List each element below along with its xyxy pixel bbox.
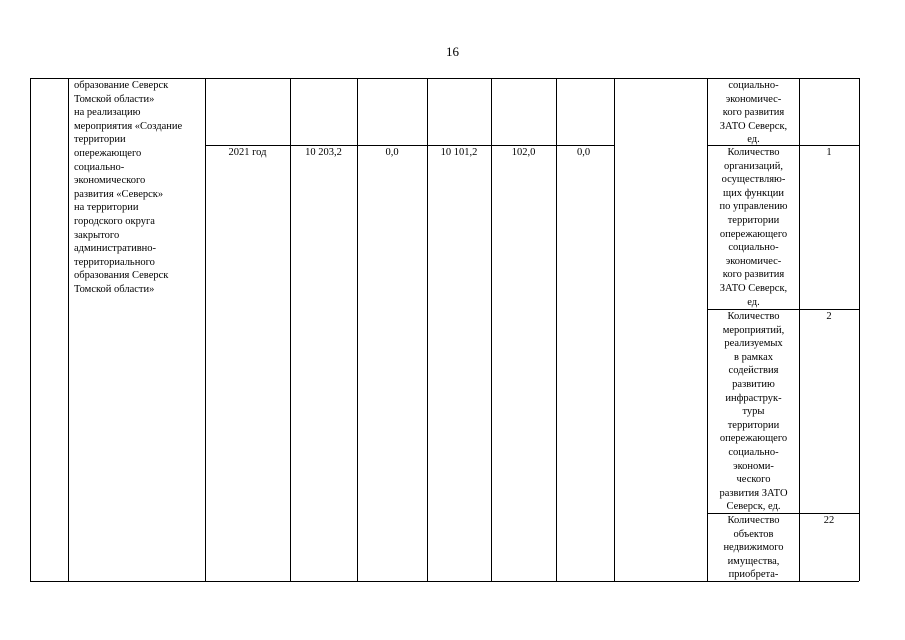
column-divider: [614, 78, 615, 581]
column-divider: [68, 78, 69, 581]
year-cell: 2021 год: [228, 147, 267, 158]
table-border-left: [30, 78, 31, 581]
total-cell: 10 203,2: [305, 147, 342, 158]
indicator-value-cell: 2: [826, 311, 832, 322]
event-name-cell: образование Северск Томской области» на реализацию мероприятия «Создание территории опережающего социально- экономического развития «Северск» на территории городского округа закрытого административно- территориального образования Северск Томской области»: [74, 80, 183, 295]
indicator-value-cell: 22: [823, 515, 835, 526]
table-border-right: [859, 78, 860, 581]
regional-cell: 10 101,2: [440, 147, 478, 158]
page-number: 16: [446, 44, 459, 59]
column-divider: [556, 78, 557, 581]
local-cell: 102,0: [511, 147, 536, 158]
extra-cell: 0,0: [577, 147, 591, 158]
federal-cell: 0,0: [385, 147, 399, 158]
indicator-name-cell: Количество объектов недвижимого имущества, приобрета-: [723, 515, 784, 581]
indicator-name-cell: социально- экономичес- кого развития ЗАТО Северск, ед.: [719, 80, 788, 146]
indicator-value-cell: 1: [826, 147, 832, 158]
indicator-name-cell: Количество организаций, осуществляю- щих функции по управлению территории опережающего социально- экономичес- кого развития ЗАТО Северск, ед.: [719, 147, 788, 308]
indicator-name-cell: Количество мероприятий, реализуемых в рамках содействия развитию инфраструк- туры территории опережающего социально- экономи- ческого развития ЗАТО Северск, ед.: [719, 311, 788, 513]
